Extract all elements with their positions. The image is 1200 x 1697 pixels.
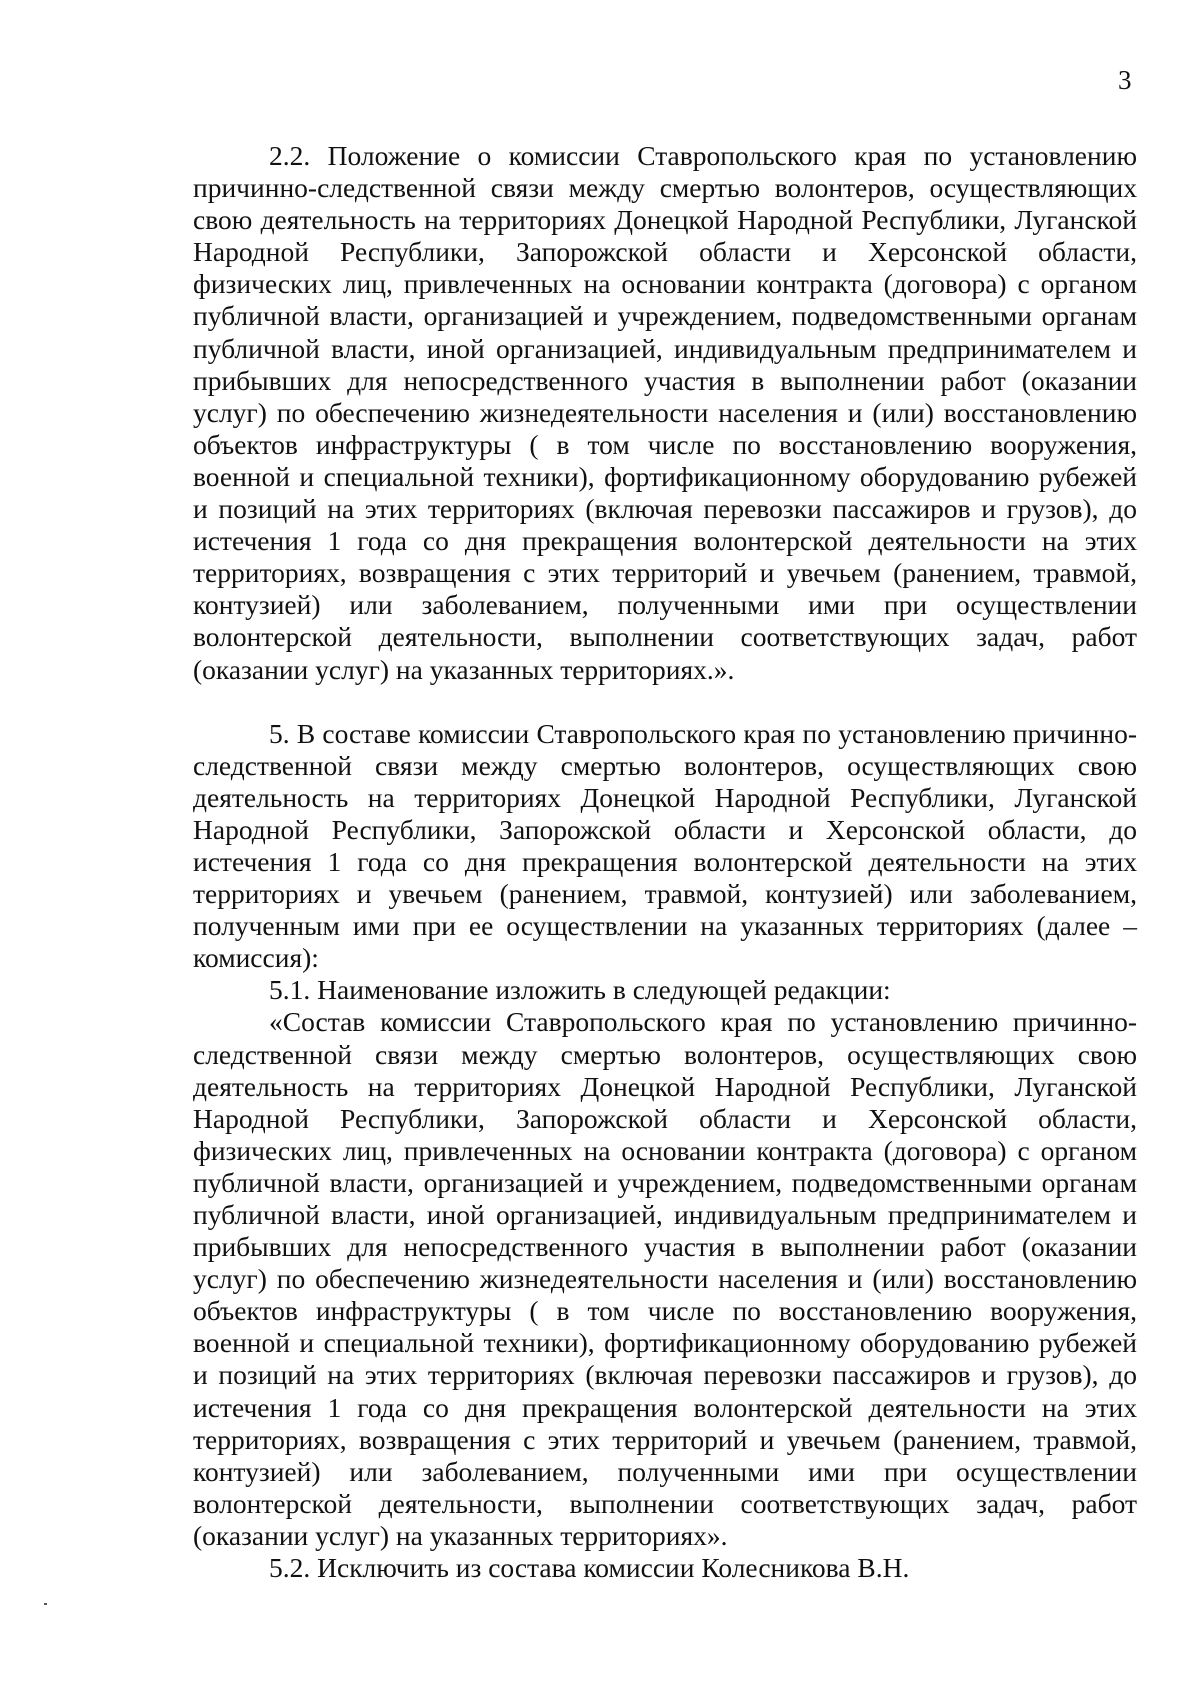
paragraph-2-2: 2.2. Положение о комиссии Ставропольского края по установлению причинно-следственной связи между смертью волонтеров, осуществляющих свою деятельность на территориях Донецкой Народной Республики, Луганской Народной Республики, Запорожской области и Херсонской области, физических лиц, привлеченных на основании контракта (договора) с органом публичной власти, организацией и учреждением, подведомственными органам публичной власти, иной организацией, индивидуальным предпринимателем и прибывших для непосредственного участия в выполнении работ (оказании услуг) по обеспечению жизнедеятельности населения и (или) восстановлению объектов инфраструктуры ( в том числе по восстановлению вооружения, военной и специальной техники), фортификационному оборудованию рубежей и позиций на этих территориях (включая перевозки пассажиров и грузов), до истечения 1 года со дня прекращения волонтерской деятельности на этих территориях, возвращения с этих территорий и увечьем (ранением, травмой, контузией) или заболеванием, полученными ими при осуществлении волонтерской деятельности, выполнении соответствующих задач, работ (оказании услуг) на указанных территориях.». xyxy=(193,140,1137,685)
paragraph-5-2: 5.2. Исключить из состава комиссии Колесникова В.Н. xyxy=(269,1552,910,1584)
paragraph-5-1-quote: «Состав комиссии Ставропольского края по установлению причинно-следственной связи между смертью волонтеров, осуществляющих свою деятельность на территориях Донецкой Народной Республики, Луганской Народной Республики, Запорожской области и Херсонской области, физических лиц, привлеченных на основании контракта (договора) с органом публичной власти, организацией и учреждением, подведомственными органам публичной власти, иной организацией, индивидуальным предпринимателем и прибывших для непосредственного участия в выполнении работ (оказании услуг) по обеспечению жизнедеятельности населения и (или) восстановлению объектов инфраструктуры ( в том числе по восстановлению вооружения, военной и специальной техники), фортификационному оборудованию рубежей и позиций на этих территориях (включая перевозки пассажиров и грузов), до истечения 1 года со дня прекращения волонтерской деятельности на этих территориях, возвращения с этих территорий и увечьем (ранением, травмой, контузией) или заболеванием, полученными ими при осуществлении волонтерской деятельности, выполнении соответствующих задач, работ (оказании услуг) на указанных территориях». xyxy=(193,1006,1137,1551)
document-body xyxy=(193,140,1137,1584)
scan-artifact xyxy=(44,1603,47,1605)
paragraph-5: 5. В составе комиссии Ставропольского края по установлению причинно-следственной связи между смертью волонтеров, осуществляющих свою деятельность на территориях Донецкой Народной Республики, Луганской Народной Республики, Запорожской области и Херсонской области, до истечения 1 года со дня прекращения волонтерской деятельности на этих территориях и увечьем (ранением, травмой, контузией) или заболеванием, полученным ими при ее осуществлении на указанных территориях (далее – комиссия): xyxy=(193,717,1137,974)
paragraph-5-1: 5.1. Наименование изложить в следующей редакции: xyxy=(269,974,891,1006)
page-number: 3 xyxy=(1118,65,1132,95)
